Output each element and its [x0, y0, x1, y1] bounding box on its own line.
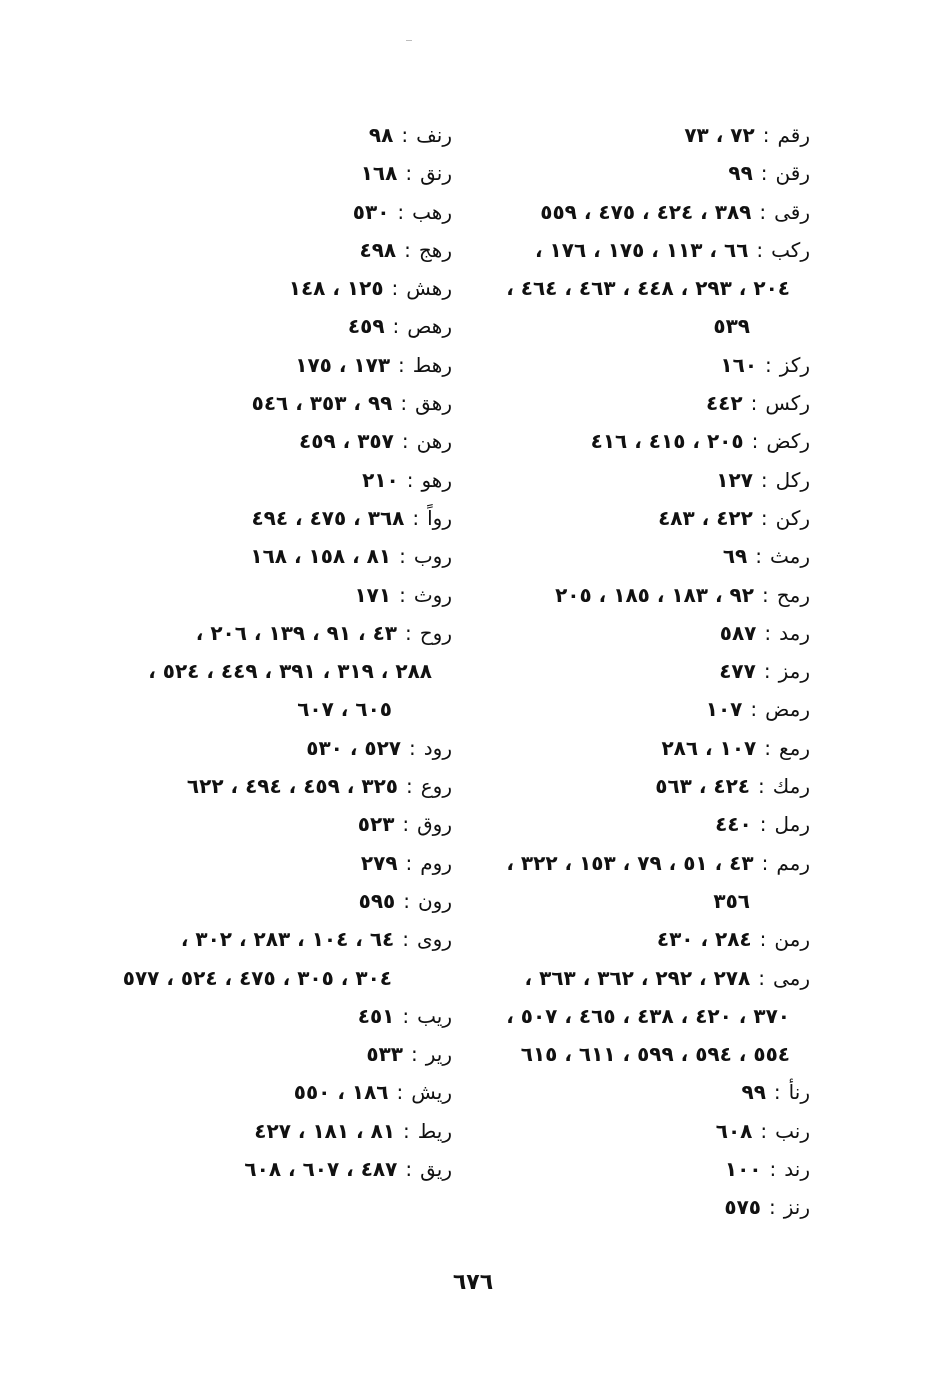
entry-root: رهج: [418, 237, 452, 262]
entry-page-refs: ٢٧٩: [360, 850, 398, 875]
index-entry: [480, 499, 810, 537]
entry-separator: :: [759, 927, 767, 952]
entry-separator: :: [764, 620, 772, 645]
index-entry-continuation: [112, 959, 452, 997]
entry-separator: :: [403, 888, 410, 913]
index-entry: [112, 154, 452, 192]
index-entry-continuation: [112, 652, 452, 690]
entry-page-refs: ١٦٠: [720, 352, 758, 377]
index-entry: [112, 193, 452, 231]
index-entry: [112, 422, 452, 460]
entry-separator: :: [399, 544, 406, 569]
index-entry: [480, 1188, 810, 1226]
entry-page-refs: ٢٨٤ ، ٤٣٠: [656, 927, 752, 952]
entry-root: رقن: [775, 161, 810, 186]
entry-page-refs: ٣٦٨ ، ٤٧٥ ، ٤٩٤: [251, 505, 405, 530]
entry-root: رقى: [774, 199, 810, 224]
entry-root: رنز: [783, 1195, 810, 1220]
entry-root: رمى: [772, 965, 810, 990]
index-entry: [112, 499, 452, 537]
entry-separator: :: [763, 659, 771, 684]
index-entry: [480, 231, 810, 269]
entry-page-refs: ١٧٣ ، ١٧٥: [295, 352, 391, 377]
entry-separator: :: [406, 774, 413, 799]
index-entry: [112, 384, 452, 422]
entry-page-refs: ١٢٥ ، ١٤٨: [288, 276, 384, 301]
entry-root: رير: [425, 1042, 452, 1067]
entry-root: رون: [417, 888, 452, 913]
entry-page-refs: ٥٥٤ ، ٥٩٤ ، ٥٩٩ ، ٦١١ ، ٦١٥: [520, 1042, 790, 1067]
entry-page-refs: ٩٩: [728, 161, 753, 186]
entry-separator: :: [751, 429, 759, 454]
index-column-right: [480, 116, 810, 1227]
entry-page-refs: ٤٣ ، ٩١ ، ١٣٩ ، ٢٠٦ ،: [195, 620, 398, 645]
entry-separator: :: [761, 850, 769, 875]
entry-root: رمث: [769, 544, 810, 569]
index-entry: [112, 1035, 452, 1073]
entry-separator: :: [760, 467, 768, 492]
entry-separator: :: [396, 1080, 404, 1105]
entry-separator: :: [760, 1118, 768, 1143]
entry-separator: :: [402, 927, 410, 952]
entry-page-refs: ١٢٧: [716, 467, 753, 492]
index-entry: [480, 729, 810, 767]
entry-root: رهط: [412, 352, 452, 377]
index-entry: [112, 231, 452, 269]
entry-page-refs: ٤٧٧: [719, 659, 756, 684]
entry-page-refs: ٤٥٩: [347, 314, 385, 339]
entry-separator: :: [410, 1042, 418, 1067]
entry-root: رنق: [420, 161, 452, 186]
entry-page-refs: ٧٢ ، ٧٣: [684, 123, 755, 147]
entry-separator: :: [399, 582, 406, 607]
page-number: ٦٧٦: [452, 1270, 494, 1295]
entry-root: روث: [413, 582, 452, 607]
index-entry: [480, 116, 810, 154]
index-entry: [112, 307, 452, 345]
entry-separator: :: [405, 620, 412, 645]
entry-root: رمم: [776, 850, 810, 875]
entry-page-refs: ١٠٧ ، ٢٨٦: [661, 735, 757, 760]
entry-root: رهو: [421, 467, 452, 492]
entry-page-refs: ٦٩: [722, 544, 748, 569]
entry-separator: :: [402, 1003, 410, 1028]
entry-root: رمد: [779, 620, 810, 645]
entry-separator: :: [760, 505, 768, 530]
index-entry: [480, 652, 810, 690]
entry-page-refs: ٤٤٢: [705, 391, 743, 416]
entry-page-refs: ٥٨٧: [719, 620, 757, 645]
entry-separator: :: [760, 161, 768, 186]
entry-page-refs: ٥٣٠: [352, 199, 390, 224]
entry-page-refs: ٥٧٥: [724, 1195, 761, 1220]
entry-page-refs: ١٨٦ ، ٥٥٠: [293, 1080, 389, 1105]
entry-page-refs: ٣٧٠ ، ٤٢٠ ، ٤٣٨ ، ٤٦٥ ، ٥٠٧ ،: [506, 1003, 790, 1028]
entry-separator: :: [405, 850, 413, 875]
entry-separator: :: [762, 123, 770, 147]
entry-page-refs: ٣٢٥ ، ٤٥٩ ، ٤٩٤ ، ٦٢٢: [186, 774, 398, 799]
index-entry: [480, 959, 810, 997]
index-entry: [480, 690, 810, 728]
entry-page-refs: ٥٢٣: [357, 812, 395, 837]
entry-root: ريب: [417, 1003, 452, 1028]
entry-root: روح: [419, 620, 452, 645]
entry-page-refs: ٤٢٤ ، ٥٦٣: [655, 774, 751, 799]
entry-page-refs: ٢٠٤ ، ٢٩٣ ، ٤٤٨ ، ٤٦٣ ، ٤٦٤ ،: [506, 276, 790, 301]
entry-separator: :: [773, 1080, 781, 1105]
index-entry-continuation: [480, 997, 810, 1035]
entry-separator: :: [764, 735, 771, 760]
entry-page-refs: ٢١٠: [362, 467, 399, 492]
index-entry: [480, 767, 810, 805]
entry-separator: :: [405, 161, 413, 186]
index-entry: [112, 729, 452, 767]
index-entry-continuation: [480, 269, 810, 307]
index-entry: [112, 767, 452, 805]
entry-separator: :: [405, 1157, 413, 1182]
entry-page-refs: ٤٨٧ ، ٦٠٧ ، ٦٠٨: [244, 1157, 398, 1182]
entry-root: رواً: [427, 505, 452, 530]
entry-separator: :: [750, 697, 758, 722]
entry-page-refs: ٢٨٨ ، ٣١٩ ، ٣٩١ ، ٤٤٩ ، ٥٢٤ ،: [148, 659, 432, 684]
index-entry: [480, 844, 810, 882]
entry-separator: :: [406, 467, 414, 492]
entry-page-refs: ٤٤٠: [715, 812, 752, 837]
index-entry: [480, 346, 810, 384]
entry-root: ريط: [417, 1118, 452, 1143]
entry-separator: :: [750, 391, 758, 416]
entry-root: روع: [420, 774, 452, 799]
entry-page-refs: ٢٠٥ ، ٤١٥ ، ٤١٦: [590, 429, 744, 454]
entry-root: رهص: [407, 314, 452, 339]
entry-root: روب: [413, 544, 452, 569]
entry-page-refs: ٦٦ ، ١١٣ ، ١٧٥ ، ١٧٦ ،: [534, 237, 749, 262]
entry-separator: :: [398, 352, 405, 377]
index-entry: [480, 384, 810, 422]
entry-separator: :: [401, 429, 409, 454]
entry-page-refs: ١٠٠: [724, 1157, 762, 1182]
index-entry: [112, 576, 452, 614]
index-entry: [480, 461, 810, 499]
entry-root: ركس: [765, 391, 810, 416]
entry-root: رهن: [416, 429, 452, 454]
entry-separator: :: [765, 352, 772, 377]
entry-page-refs: ٤٩٨: [359, 237, 397, 262]
entry-separator: :: [768, 1195, 776, 1220]
entry-root: رود: [423, 735, 452, 760]
index-entry: [480, 1073, 810, 1111]
index-column-left: [112, 116, 452, 1188]
entry-separator: :: [404, 237, 411, 262]
entry-root: رنف: [416, 123, 452, 147]
entry-page-refs: ١٦٨: [360, 161, 398, 186]
entry-separator: :: [412, 505, 420, 530]
entry-page-refs: ٣٨٩ ، ٤٢٤ ، ٤٧٥ ، ٥٥٩: [540, 199, 752, 224]
index-entry: [112, 920, 452, 958]
entry-page-refs: ٤٣ ، ٥١ ، ٧٩ ، ١٥٣ ، ٣٢٢ ،: [506, 850, 754, 875]
entry-separator: :: [409, 735, 416, 760]
entry-separator: :: [392, 314, 400, 339]
index-entry: [112, 346, 452, 384]
entry-page-refs: ١٧١: [354, 582, 392, 607]
entry-page-refs: ٥٩٥: [358, 888, 396, 913]
entry-root: رهق: [415, 391, 452, 416]
entry-root: ريش: [411, 1080, 452, 1105]
index-entry: [480, 1112, 810, 1150]
index-entry: [480, 422, 810, 460]
entry-root: ركب: [771, 237, 810, 262]
entry-page-refs: ٦٤ ، ١٠٤ ، ٢٨٣ ، ٣٠٢ ،: [180, 927, 395, 952]
entry-page-refs: ٩٨: [368, 123, 394, 147]
entry-page-refs: ٣٥٦: [713, 888, 750, 913]
entry-root: رمض: [765, 697, 810, 722]
entry-root: رهش: [406, 276, 452, 301]
entry-root: روم: [420, 850, 452, 875]
entry-page-refs: ١٠٧: [705, 697, 743, 722]
entry-separator: :: [403, 1118, 410, 1143]
index-entry: [480, 614, 810, 652]
entry-root: ركض: [766, 429, 810, 454]
entry-page-refs: ٥٣٩: [713, 314, 750, 339]
entry-separator: :: [401, 123, 409, 147]
entry-page-refs: ٥٢٧ ، ٥٣٠: [306, 735, 402, 760]
index-entry: [112, 882, 452, 920]
entry-page-refs: ٨١ ، ١٨١ ، ٤٢٧: [254, 1118, 396, 1143]
entry-page-refs: ٩٩: [741, 1080, 766, 1105]
entry-page-refs: ٤٢٢ ، ٤٨٣: [658, 505, 753, 530]
entry-separator: :: [400, 391, 408, 416]
index-entry: [480, 920, 810, 958]
entry-root: ركز: [779, 352, 810, 377]
entry-root: رمن: [774, 927, 810, 952]
entry-page-refs: ٩٢ ، ١٨٣ ، ١٨٥ ، ٢٠٥: [555, 582, 754, 607]
index-entry-continuation: [480, 307, 810, 345]
entry-page-refs: ٦٠٨: [715, 1118, 753, 1143]
index-entry: [480, 193, 810, 231]
entry-root: رمز: [778, 659, 810, 684]
entry-root: رهب: [412, 199, 452, 224]
entry-root: ركن: [775, 505, 810, 530]
entry-page-refs: ٩٩ ، ٣٥٣ ، ٥٤٦: [251, 391, 393, 416]
page-mark: [406, 40, 412, 41]
entry-root: ريق: [420, 1157, 452, 1182]
index-entry: [112, 116, 452, 154]
index-entry: [112, 269, 452, 307]
entry-separator: :: [759, 812, 767, 837]
entry-separator: :: [756, 237, 764, 262]
entry-root: رنأ: [788, 1080, 810, 1105]
entry-separator: :: [769, 1157, 777, 1182]
entry-page-refs: ٣٠٤ ، ٣٠٥ ، ٤٧٥ ، ٥٢٤ ، ٥٧٧: [122, 965, 392, 990]
entry-root: رقم: [777, 123, 810, 147]
index-entry: [112, 844, 452, 882]
entry-root: رمح: [776, 582, 810, 607]
entry-separator: :: [758, 965, 765, 990]
entry-page-refs: ٢٧٨ ، ٢٩٢ ، ٣٦٢ ، ٣٦٣ ،: [524, 965, 751, 990]
index-entry: [112, 1150, 452, 1188]
index-entry: [112, 1073, 452, 1111]
entry-separator: :: [758, 774, 765, 799]
entry-separator: :: [755, 544, 762, 569]
index-entry: [112, 805, 452, 843]
entry-root: رنب: [775, 1118, 810, 1143]
index-entry-continuation: [480, 882, 810, 920]
index-entry: [480, 1150, 810, 1188]
index-entry: [112, 537, 452, 575]
entry-page-refs: ٥٣٣: [366, 1042, 403, 1067]
entry-separator: :: [761, 582, 769, 607]
index-entry: [112, 1112, 452, 1150]
entry-root: روى: [417, 927, 452, 952]
index-entry: [112, 461, 452, 499]
entry-root: رمل: [774, 812, 810, 837]
entry-root: رمك: [772, 774, 810, 799]
entry-page-refs: ٤٥١: [357, 1003, 395, 1028]
index-entry: [480, 154, 810, 192]
entry-page-refs: ٨١ ، ١٥٨ ، ١٦٨: [250, 544, 392, 569]
entry-separator: :: [402, 812, 410, 837]
entry-root: ركل: [775, 467, 810, 492]
index-entry: [112, 614, 452, 652]
index-entry-continuation: [112, 690, 452, 728]
index-entry: [480, 576, 810, 614]
entry-root: رند: [784, 1157, 810, 1182]
index-entry-continuation: [480, 1035, 810, 1073]
entry-page-refs: ٦٠٥ ، ٦٠٧: [297, 697, 392, 722]
entry-page-refs: ٣٥٧ ، ٤٥٩: [299, 429, 394, 454]
entry-root: رمع: [778, 735, 810, 760]
index-entry: [480, 537, 810, 575]
index-entry: [112, 997, 452, 1035]
index-entry: [480, 805, 810, 843]
entry-separator: :: [391, 276, 399, 301]
entry-separator: :: [759, 199, 767, 224]
entry-separator: :: [397, 199, 405, 224]
entry-root: روق: [417, 812, 452, 837]
